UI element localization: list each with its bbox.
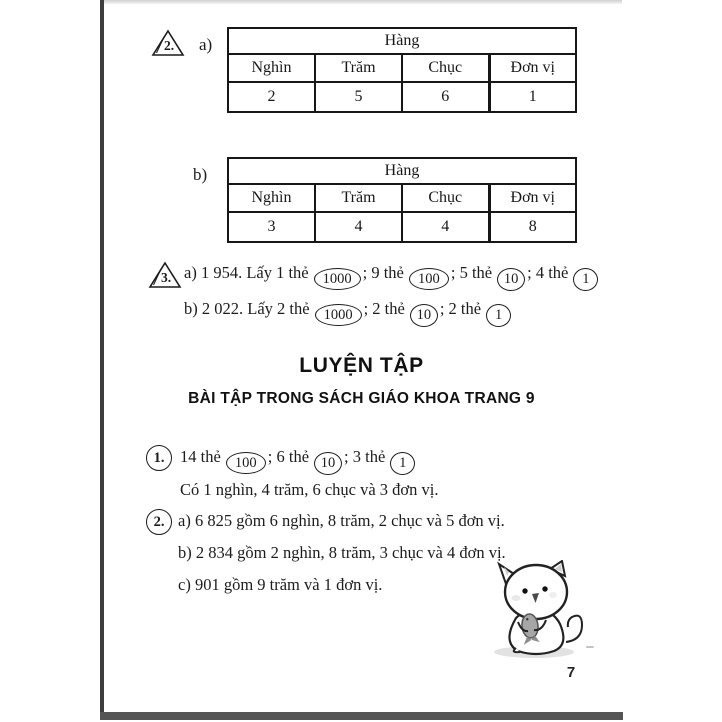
table-a-col-tens: Chục bbox=[402, 54, 489, 82]
exercise-2-number: 2. bbox=[163, 38, 175, 53]
number-card-1000: 1000 bbox=[314, 268, 361, 290]
practice-2-line-c: c) 901 gồm 9 trăm và 1 đơn vị. bbox=[178, 575, 383, 594]
table-a-col-thousands: Nghìn bbox=[228, 54, 315, 82]
line-text: b) 2 022. Lấy 2 thẻ bbox=[184, 299, 310, 318]
exercise-3-marker bbox=[148, 261, 182, 289]
table-b-col-tens: Chục bbox=[402, 184, 489, 212]
number-card-100: 100 bbox=[409, 268, 449, 290]
book-edge-bottom bbox=[100, 712, 623, 720]
place-value-table-a bbox=[227, 27, 577, 113]
number-card-1: 1 bbox=[390, 452, 415, 475]
number-card-1000: 1000 bbox=[315, 304, 362, 326]
table-b-col-units: Đơn vị bbox=[489, 184, 576, 212]
line-text: ; 5 thẻ bbox=[450, 263, 493, 282]
book-edge-top bbox=[104, 0, 622, 4]
practice-1-line bbox=[180, 447, 417, 475]
table-b-col-thousands: Nghìn bbox=[228, 184, 315, 212]
line-text: ; 6 thẻ bbox=[267, 447, 310, 466]
part-a-label: a) bbox=[199, 35, 213, 54]
section-title: LUYỆN TẬP bbox=[299, 354, 424, 377]
table-b-value-hundreds: 4 bbox=[315, 212, 402, 242]
line-text: ; 3 thẻ bbox=[344, 447, 386, 466]
practice-1-answer: Có 1 nghìn, 4 trăm, 6 chục và 3 đơn vị. bbox=[180, 480, 439, 499]
number-card-1: 1 bbox=[486, 304, 511, 327]
line-text: ; 4 thẻ bbox=[527, 263, 569, 282]
line-text: ; 2 thẻ bbox=[439, 299, 482, 318]
line-text: a) 1 954. Lấy 1 thẻ bbox=[184, 263, 309, 282]
exercise-3-number: 3. bbox=[160, 270, 172, 285]
exercise-3-line-a bbox=[184, 263, 600, 291]
exercise-2-marker bbox=[151, 29, 185, 57]
number-card-10: 10 bbox=[314, 452, 342, 475]
page-number: 7 bbox=[566, 664, 576, 681]
table-a-header: Hàng bbox=[228, 28, 576, 54]
table-b-value-thousands: 3 bbox=[228, 212, 315, 242]
practice-2-line-a: a) 6 825 gồm 6 nghìn, 8 trăm, 2 chục và 5 đơn vị. bbox=[178, 511, 505, 530]
table-b-header: Hàng bbox=[228, 158, 576, 184]
kitten-holding-fish-illustration bbox=[482, 560, 598, 666]
number-card-100: 100 bbox=[226, 452, 266, 474]
table-b-value-tens: 4 bbox=[402, 212, 489, 242]
exercise-3-line-b bbox=[184, 299, 513, 327]
section-subtitle: BÀI TẬP TRONG SÁCH GIÁO KHOA TRANG 9 bbox=[188, 390, 535, 407]
table-a-value-units: 1 bbox=[489, 82, 576, 112]
line-text: ; 9 thẻ bbox=[362, 263, 404, 282]
number-card-1: 1 bbox=[573, 268, 598, 291]
table-a-col-units: Đơn vị bbox=[489, 54, 576, 82]
place-value-table-b bbox=[227, 157, 577, 243]
line-text: 14 thẻ bbox=[180, 447, 221, 466]
table-a-value-hundreds: 5 bbox=[315, 82, 402, 112]
table-b-value-units: 8 bbox=[489, 212, 576, 242]
table-b-col-hundreds: Trăm bbox=[315, 184, 402, 212]
number-card-10: 10 bbox=[497, 268, 525, 291]
table-a-value-thousands: 2 bbox=[228, 82, 315, 112]
table-a-value-tens: 6 bbox=[402, 82, 489, 112]
practice-2-line-b: b) 2 834 gồm 2 nghìn, 8 trăm, 3 chục và 4 đơn vị. bbox=[178, 543, 506, 562]
number-card-10: 10 bbox=[410, 304, 438, 327]
part-b-label: b) bbox=[193, 165, 208, 184]
line-text: ; 2 thẻ bbox=[363, 299, 405, 318]
practice-1-marker: 1. bbox=[146, 445, 172, 471]
practice-2-marker: 2. bbox=[146, 509, 172, 535]
table-a-col-hundreds: Trăm bbox=[315, 54, 402, 82]
